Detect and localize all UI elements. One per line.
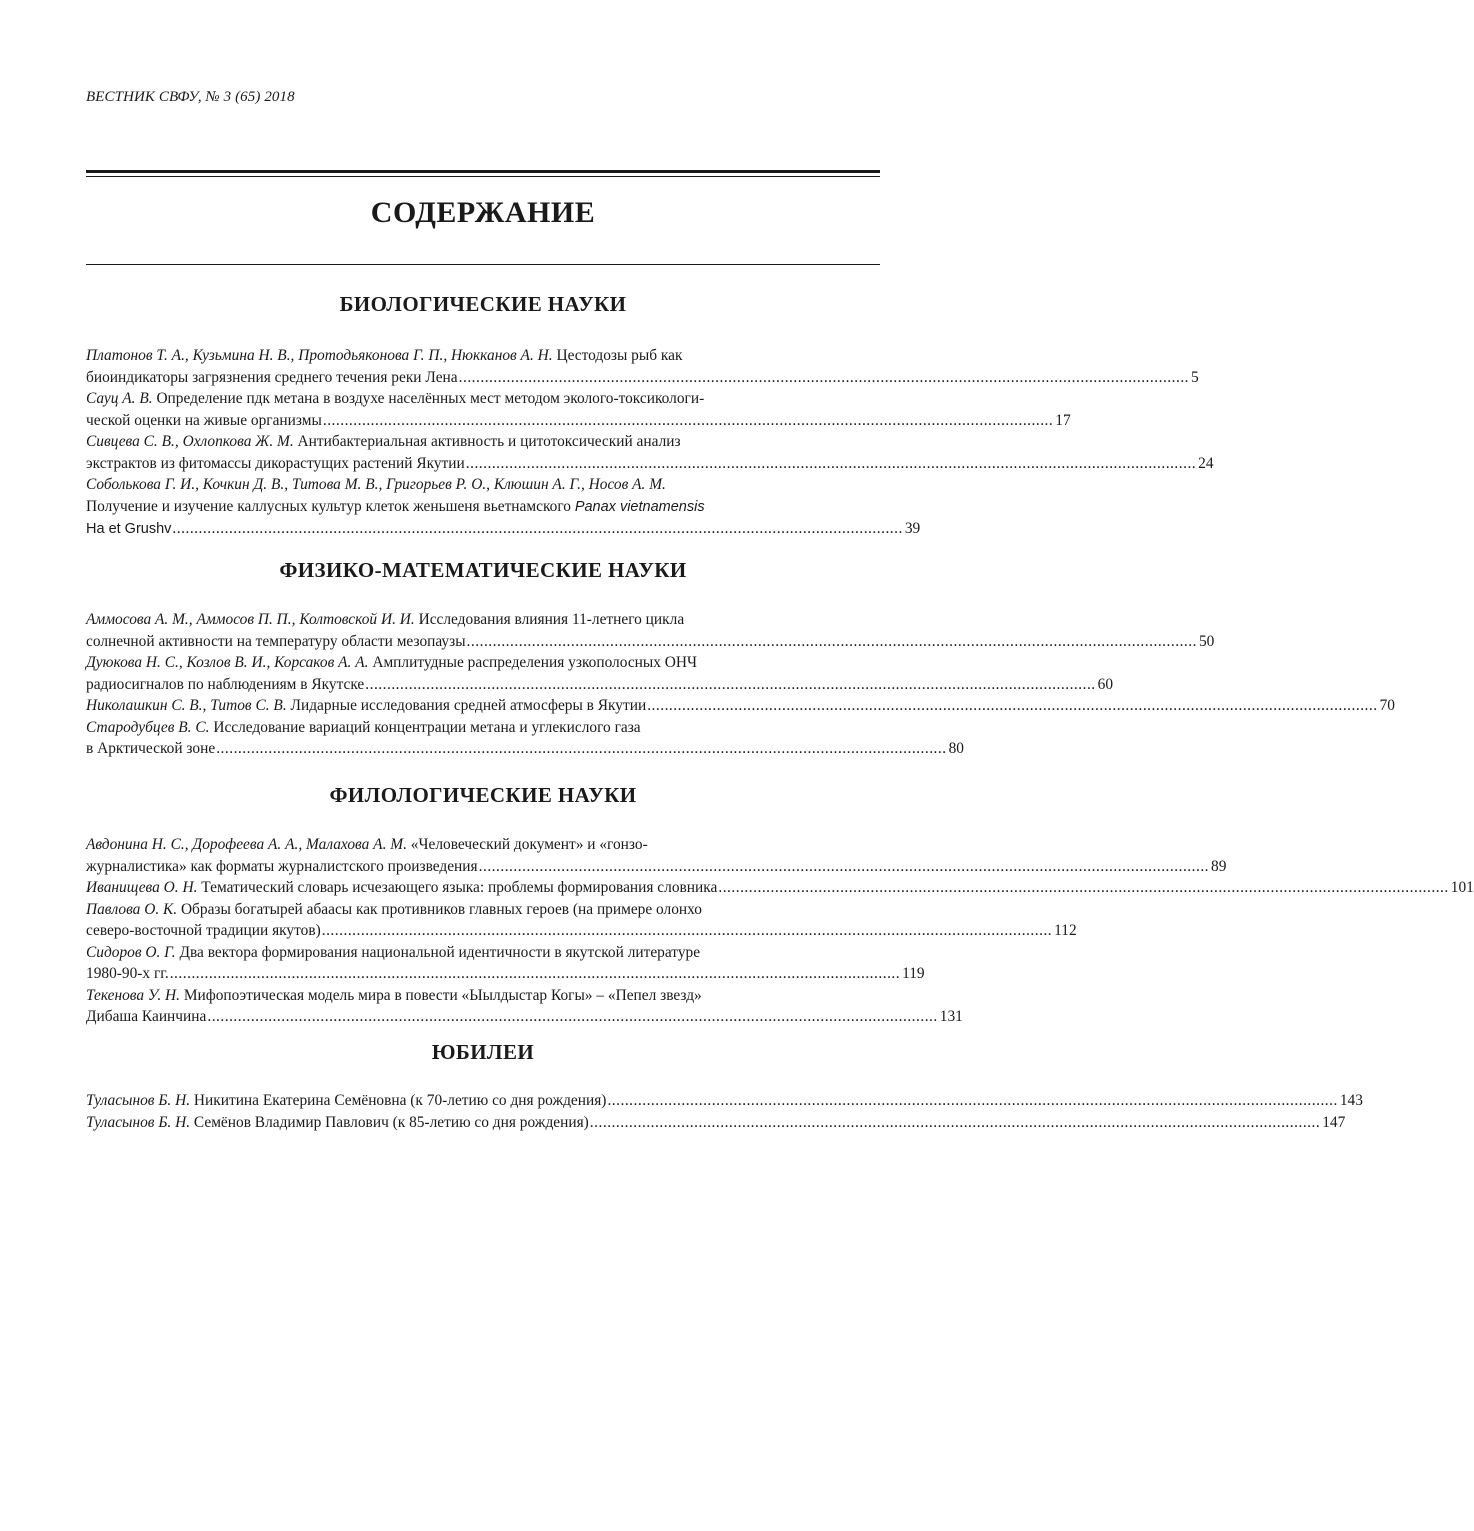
entry-title-cont: экстрактов из фитомассы дикорастущих растений Якутии	[86, 454, 465, 472]
leader-dots: ........................................................................................................................................................................	[589, 1113, 1321, 1131]
entry-page: 17	[1055, 411, 1071, 429]
entry-title: Лидарные исследования средней атмосферы в Якутии	[286, 697, 647, 714]
toc-entry[interactable]	[86, 1090, 1363, 1112]
section-title-anniversaries: ЮБИЛЕИ	[431, 1040, 535, 1064]
entry-title: Исследования влияния 11-летнего цикла	[414, 611, 685, 628]
entry-authors: Николашкин С. В., Титов С. В.	[86, 697, 287, 714]
entry-page: 80	[948, 740, 964, 757]
leader-dots: ........................................................................................................................................................................	[322, 411, 1054, 429]
leader-dots: ........................................................................................................................................................................	[465, 454, 1197, 472]
toc-entry[interactable]	[86, 877, 1474, 899]
entry-title: Амплитудные распределения узкополосных ОНЧ	[368, 654, 697, 671]
toc-entry[interactable]	[86, 388, 1071, 431]
entry-page: 112	[1054, 922, 1077, 939]
entry-title-cont: журналистика» как форматы журналистского произведения	[86, 857, 478, 875]
entry-title-cont: солнечной активности на температуру области мезопаузы	[86, 632, 466, 650]
entry-title: Исследование вариаций концентрации метана и углекислого газа	[209, 718, 641, 736]
entry-page: 39	[904, 520, 921, 537]
leader-dots: ........................................................................................................................................................................	[365, 675, 1096, 693]
entry-title-cont: 1980-90-х гг.	[86, 965, 169, 982]
leader-dots: ........................................................................................................................................................................	[647, 697, 1378, 714]
leader-dots: ........................................................................................................................................................................	[216, 740, 947, 757]
entry-title: Мифопоэтическая модель мира в повести «Ыылдыстар Когы» – «Пепел звезд»	[179, 986, 702, 1004]
toc-section-biology	[86, 345, 1214, 541]
toc-entry[interactable]	[86, 431, 1214, 474]
page-title: СОДЕРЖАНИЕ	[370, 196, 596, 229]
entry-title: Никитина Екатерина Семёновна (к 70-летию со дня рождения)	[190, 1092, 607, 1109]
toc-entry[interactable]	[86, 474, 921, 541]
toc-entry[interactable]	[86, 609, 1215, 652]
entry-title: Образы богатырей абаасы как противников главных героев (на примере олонхо	[177, 900, 702, 918]
toc-entry[interactable]	[86, 695, 1395, 717]
entry-authors: Павлова О. К.	[86, 900, 178, 918]
entry-page: 147	[1322, 1113, 1346, 1131]
entry-title: Тематический словарь исчезающего языка: проблемы формирования словника	[197, 879, 718, 896]
toc-entry[interactable]	[86, 899, 1077, 942]
entry-page: 131	[939, 1008, 963, 1025]
section-title-biology: БИОЛОГИЧЕСКИЕ НАУКИ	[339, 292, 627, 316]
section-title-physics-math: ФИЗИКО-МАТЕМАТИЧЕСКИЕ НАУКИ	[279, 558, 687, 582]
entry-page: 70	[1379, 697, 1395, 714]
entry-authors: Аммосова А. М., Аммосов П. П., Колтовской И. И.	[86, 611, 415, 628]
leader-dots: ........................................................................................................................................................................	[478, 857, 1210, 875]
entry-title-cont: северо-восточной традиции якутов)	[86, 922, 321, 939]
entry-title: Получение и изучение каллусных культур клеток женьшеня вьетнамского	[86, 497, 575, 515]
entry-authors: Стародубцев В. С.	[86, 718, 210, 736]
entry-title: Цестодозы рыб как	[552, 347, 683, 364]
entry-page: 5	[1191, 368, 1199, 386]
leader-dots: ........................................................................................................................................................................	[607, 1092, 1338, 1109]
leader-dots: ........................................................................................................................................................................	[172, 520, 903, 537]
entry-page: 119	[902, 965, 925, 982]
toc-entry[interactable]	[86, 345, 1199, 388]
entry-title-cont: Ha et Grushv	[86, 521, 172, 537]
entry-authors: Дуюкова Н. С., Козлов В. И., Корсаков А. А.	[86, 654, 369, 671]
entry-authors: Текенова У. Н.	[86, 986, 180, 1004]
entry-title-latin: Panax vietnamensis	[574, 498, 705, 515]
leader-dots: ........................................................................................................................................................................	[207, 1008, 938, 1025]
entry-title: Антибактериальная активность и цитотоксический анализ	[293, 433, 681, 450]
toc-entry[interactable]	[86, 985, 963, 1028]
entry-authors: Сивцева С. В., Охлопкова Ж. М.	[86, 433, 294, 450]
entry-page: 60	[1097, 675, 1114, 693]
toc-entry[interactable]	[86, 834, 1227, 877]
leader-dots: ........................................................................................................................................................................	[718, 879, 1449, 896]
leader-dots: ........................................................................................................................................................................	[458, 368, 1190, 386]
journal-header: ВЕСТНИК СВФУ, № 3 (65) 2018	[86, 89, 295, 105]
entry-authors: Авдонина Н. С., Дорофеева А. А., Малахова А. М.	[86, 836, 407, 853]
entry-page: 50	[1198, 632, 1215, 650]
toc-entry[interactable]	[86, 1112, 1346, 1134]
entry-page: 143	[1339, 1092, 1363, 1109]
entry-authors: Туласынов Б. Н.	[86, 1092, 191, 1109]
entry-title-cont: Дибаша Каинчина	[86, 1008, 207, 1025]
entry-title-cont: в Арктической зоне	[86, 740, 216, 757]
entry-authors: Соболькова Г. И., Кочкин Д. В., Титова М. В., Григорьев Р. О., Клюшин А. Г., Носов А. М.	[86, 476, 666, 493]
toc-entry[interactable]	[86, 717, 964, 760]
title-rule	[86, 264, 880, 265]
entry-page: 101	[1450, 879, 1474, 896]
entry-title: Семёнов Владимир Павлович (к 85-летию со дня рождения)	[190, 1113, 589, 1131]
entry-authors: Сауц А. В.	[86, 390, 153, 407]
leader-dots: ........................................................................................................................................................................	[169, 965, 901, 982]
leader-dots: ........................................................................................................................................................................	[466, 632, 1197, 650]
entry-page: 89	[1211, 857, 1227, 875]
header-double-rule	[86, 170, 880, 177]
toc-section-physics-math	[86, 609, 1395, 760]
entry-title-cont: радиосигналов по наблюдениям в Якутске	[86, 675, 365, 693]
entry-authors: Иванищева О. Н.	[86, 879, 198, 896]
toc-section-anniversaries	[86, 1090, 1363, 1133]
entry-title: Определение пдк метана в воздухе населённых мест методом эколого-токсикологи-	[152, 390, 705, 407]
entry-title-cont: ческой оценки на живые организмы	[86, 411, 322, 429]
toc-entry[interactable]	[86, 652, 1114, 695]
entry-authors: Сидоров О. Г.	[86, 943, 176, 961]
toc-section-philology	[86, 834, 1474, 1028]
toc-entry[interactable]	[86, 942, 925, 985]
entry-title: «Человеческий документ» и «гонзо-	[406, 836, 648, 853]
section-title-philology: ФИЛОЛОГИЧЕСКИЕ НАУКИ	[329, 783, 637, 807]
entry-title: Два вектора формирования национальной идентичности в якутской литературе	[175, 943, 701, 961]
leader-dots: ........................................................................................................................................................................	[321, 922, 1053, 939]
entry-authors: Платонов Т. А., Кузьмина Н. В., Протодьяконова Г. П., Нюкканов А. Н.	[86, 347, 553, 364]
entry-page: 24	[1198, 454, 1214, 472]
entry-authors: Туласынов Б. Н.	[86, 1113, 191, 1131]
entry-title-cont: биоиндикаторы загрязнения среднего течения реки Лена	[86, 368, 458, 386]
